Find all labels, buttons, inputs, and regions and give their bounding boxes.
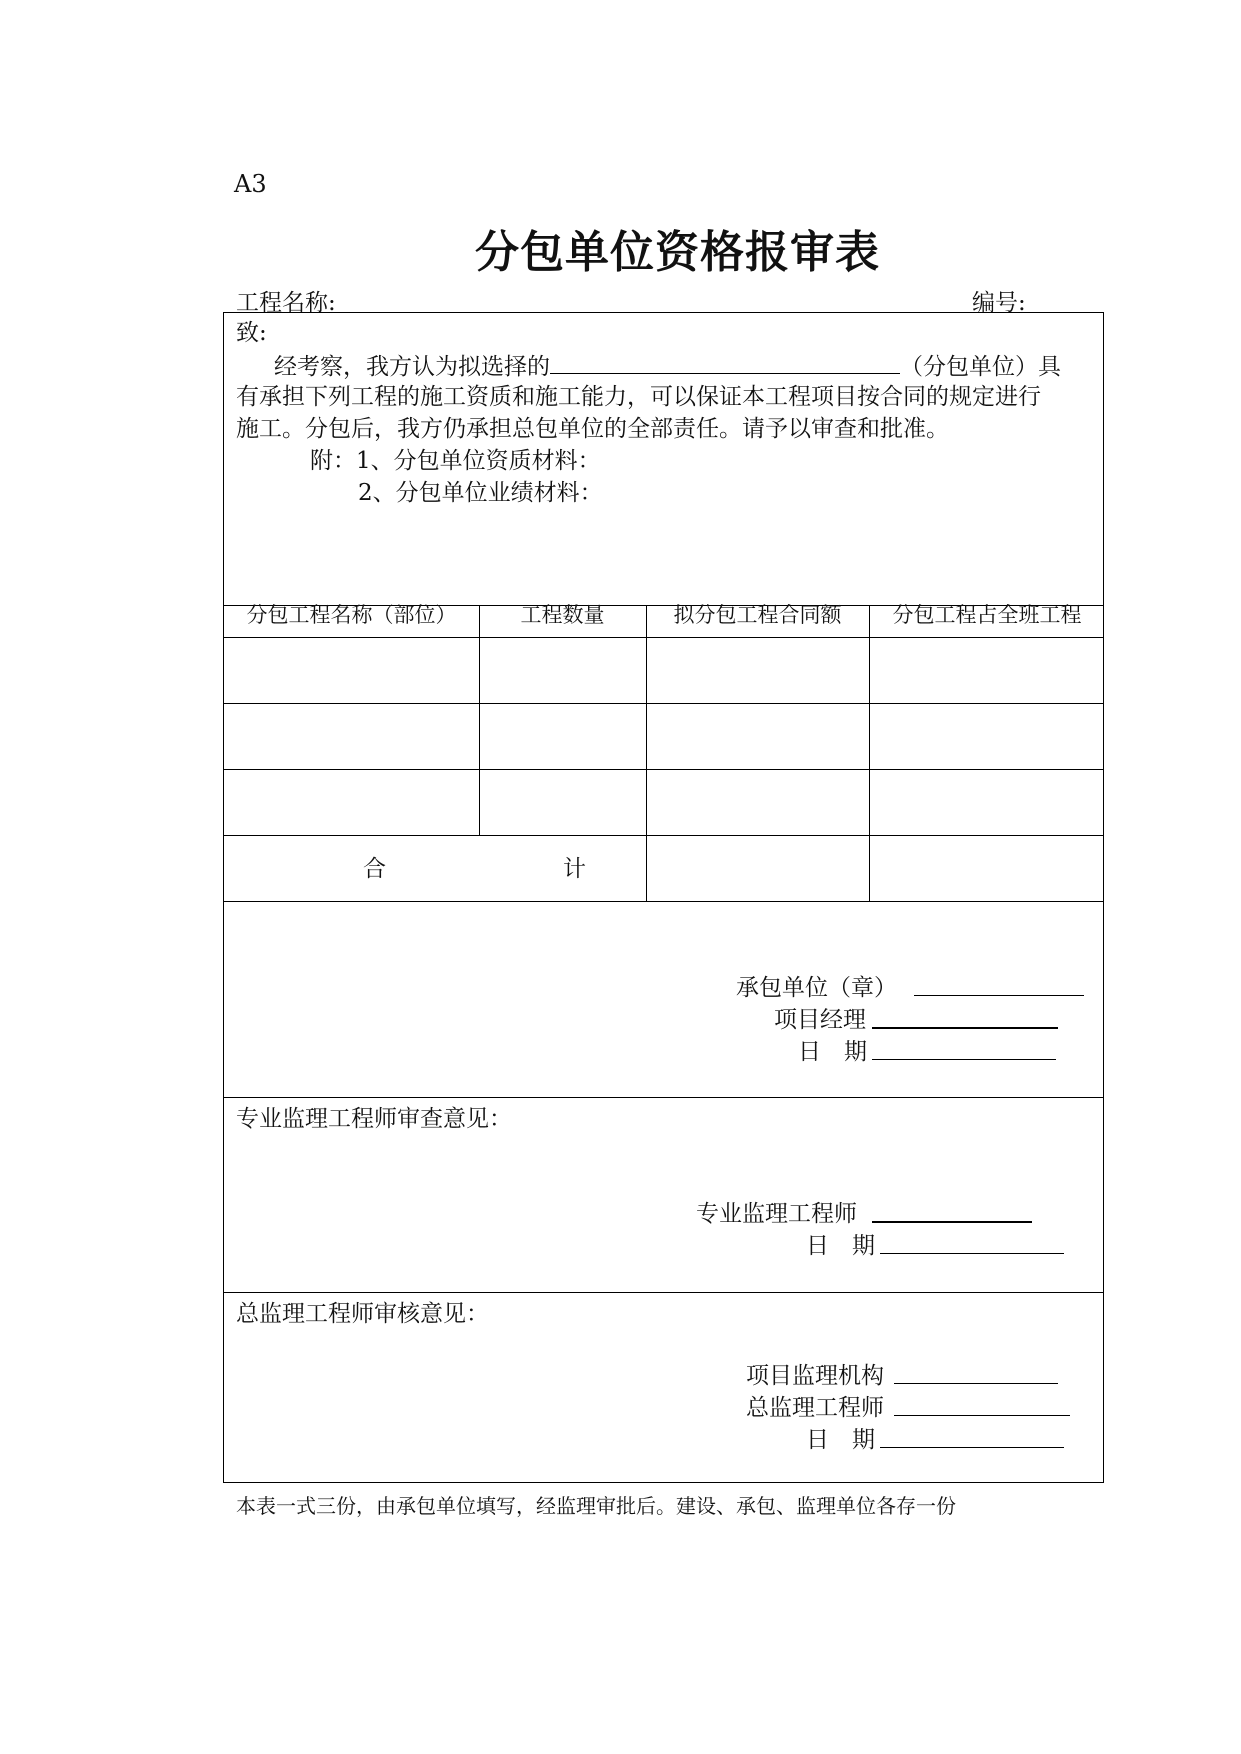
table-row-line	[224, 703, 1103, 704]
table-bottom-line	[224, 901, 1103, 902]
form-code: A3	[234, 170, 267, 198]
intro-line-1-post: （分包单位）具	[900, 354, 1061, 380]
total-label-left: 合	[363, 856, 386, 882]
attachment-1: 附：1、分包单位资质材料：	[310, 448, 601, 474]
column-header-percentage: 分包工程占全班工程	[892, 603, 1082, 627]
section-divider	[224, 1097, 1103, 1098]
project-manager-line[interactable]	[872, 1027, 1058, 1029]
total-label-right: 计	[563, 856, 586, 882]
specialist-review-heading: 专业监理工程师审查意见：	[236, 1106, 512, 1132]
specialist-engineer-label: 专业监理工程师	[696, 1201, 857, 1227]
table-header-line	[224, 637, 1103, 638]
section-divider	[224, 1292, 1103, 1293]
column-header-contract-amount: 拟分包工程合同额	[673, 603, 842, 627]
footer-note: 本表一式三份，由承包单位填写，经监理审批后。建设、承包、监理单位各存一份	[236, 1494, 956, 1518]
form-frame	[223, 312, 1104, 1483]
contractor-date-label: 日 期	[798, 1039, 867, 1065]
supervision-org-label: 项目监理机构	[746, 1363, 884, 1389]
intro-line-2: 有承担下列工程的施工资质和施工能力，可以保证本工程项目按合同的规定进行	[236, 384, 1041, 410]
addressee-label: 致:	[236, 320, 267, 346]
project-manager-label: 项目经理	[774, 1007, 866, 1033]
form-title: 分包单位资格报审表	[475, 227, 880, 278]
contractor-date-line[interactable]	[872, 1059, 1056, 1060]
column-header-name: 分包工程名称（部位）	[246, 603, 457, 627]
table-col-line	[479, 605, 480, 835]
contractor-seal-label: 承包单位（章）	[736, 975, 897, 1001]
intro-line-1	[274, 349, 1061, 383]
subcontractor-blank[interactable]	[550, 349, 900, 374]
specialist-engineer-line[interactable]	[872, 1221, 1032, 1223]
table-col-line	[646, 605, 647, 901]
project-name-label: 工程名称:	[236, 290, 336, 316]
table-col-line	[869, 605, 870, 901]
intro-line-1-pre: 经考察，我方认为拟选择的	[274, 354, 550, 380]
chief-engineer-label: 总监理工程师	[746, 1395, 884, 1421]
specialist-date-label: 日 期	[806, 1233, 875, 1259]
specialist-date-line[interactable]	[880, 1253, 1064, 1254]
chief-engineer-line[interactable]	[894, 1415, 1070, 1416]
chief-review-heading: 总监理工程师审核意见：	[236, 1301, 489, 1327]
intro-line-3: 施工。分包后，我方仍承担总包单位的全部责任。请予以审查和批准。	[236, 416, 949, 442]
table-row-line	[224, 769, 1103, 770]
attachment-2: 2、分包单位业绩材料：	[358, 480, 603, 506]
chief-date-label: 日 期	[806, 1427, 875, 1453]
supervision-org-line[interactable]	[894, 1383, 1058, 1384]
table-row-line	[224, 835, 1103, 836]
form-number-label: 编号:	[972, 290, 1026, 316]
column-header-quantity: 工程数量	[520, 603, 605, 627]
chief-date-line[interactable]	[880, 1447, 1064, 1448]
contractor-seal-line[interactable]	[914, 995, 1084, 996]
